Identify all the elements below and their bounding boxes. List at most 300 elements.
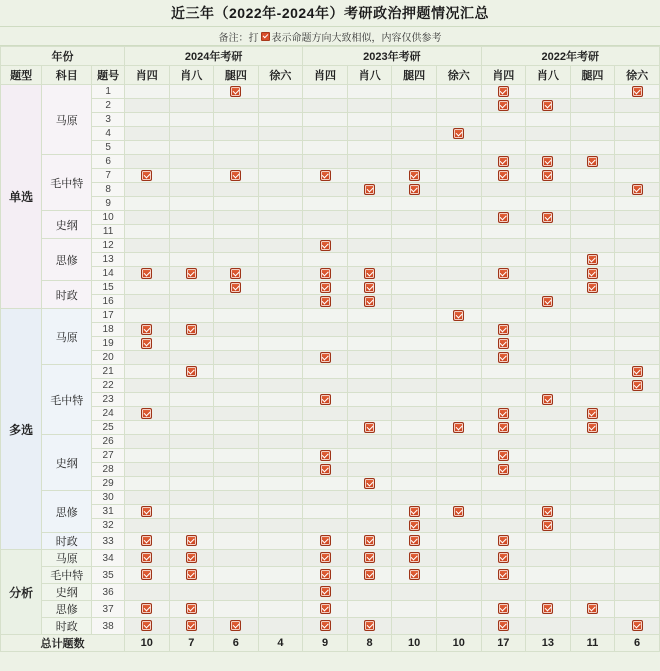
mark-cell: [347, 365, 392, 379]
mark-cell: [526, 477, 571, 491]
mark-cell: [392, 155, 437, 169]
mark-cell: [169, 183, 214, 197]
mark-cell: [570, 183, 615, 197]
mark-cell: [214, 365, 259, 379]
mark-cell: [124, 618, 169, 635]
mark-cell: [526, 295, 571, 309]
mark-cell: [481, 477, 526, 491]
mark-cell: [258, 169, 303, 183]
total-value: 10: [392, 635, 437, 652]
mark-cell: [392, 365, 437, 379]
mark-cell: [124, 567, 169, 584]
page-title: 近三年（2022年-2024年）考研政治押题情况汇总: [171, 5, 489, 21]
mark-cell: [436, 584, 481, 601]
mark-cell: [258, 365, 303, 379]
mark-cell: [124, 309, 169, 323]
mark-cell: [347, 253, 392, 267]
mark-cell: [347, 618, 392, 635]
mark-cell: [570, 323, 615, 337]
check-icon: [364, 282, 375, 293]
mark-cell: [526, 169, 571, 183]
mark-cell: [124, 505, 169, 519]
mark-cell: [124, 477, 169, 491]
mark-cell: [303, 584, 348, 601]
table-row: [1, 533, 660, 550]
table-row: [1, 169, 660, 183]
mark-cell: [303, 211, 348, 225]
mark-cell: [392, 601, 437, 618]
mark-cell: [570, 601, 615, 618]
mark-cell: [258, 618, 303, 635]
row-subject-毛中特: 毛中特: [42, 567, 92, 584]
mark-cell: [347, 505, 392, 519]
table-row: [1, 211, 660, 225]
check-icon: [186, 366, 197, 377]
question-number: 2: [92, 99, 125, 113]
mark-cell: [526, 197, 571, 211]
table-row: [1, 253, 660, 267]
header-row-teacher: [1, 66, 660, 85]
table-row: [1, 239, 660, 253]
mark-cell: [615, 141, 660, 155]
mark-cell: [303, 127, 348, 141]
mark-cell: [347, 323, 392, 337]
mark-cell: [214, 601, 259, 618]
mark-cell: [526, 99, 571, 113]
mark-cell: [124, 421, 169, 435]
mark-cell: [615, 351, 660, 365]
mark-cell: [214, 435, 259, 449]
mark-cell: [392, 211, 437, 225]
check-icon: [320, 569, 331, 580]
table-row: [1, 584, 660, 601]
mark-cell: [570, 99, 615, 113]
table-row: [1, 463, 660, 477]
mark-cell: [481, 155, 526, 169]
row-type-分析: 分析: [1, 550, 42, 635]
mark-cell: [615, 407, 660, 421]
mark-cell: [436, 197, 481, 211]
mark-cell: [347, 337, 392, 351]
mark-cell: [303, 567, 348, 584]
check-icon: [632, 366, 643, 377]
mark-cell: [303, 113, 348, 127]
mark-cell: [392, 281, 437, 295]
mark-cell: [214, 449, 259, 463]
mark-cell: [214, 337, 259, 351]
mark-cell: [436, 309, 481, 323]
note-prefix: 备注：打: [218, 32, 259, 44]
mark-cell: [347, 584, 392, 601]
row-subject-马原: 马原: [42, 309, 92, 365]
mark-cell: [303, 155, 348, 169]
mark-cell: [303, 99, 348, 113]
header-row-year: [1, 47, 660, 66]
mark-cell: [169, 295, 214, 309]
mark-cell: [526, 323, 571, 337]
mark-cell: [347, 295, 392, 309]
mark-cell: [615, 85, 660, 99]
mark-cell: [258, 407, 303, 421]
table-row: [1, 127, 660, 141]
table-row: [1, 379, 660, 393]
check-icon: [498, 212, 509, 223]
question-number: 17: [92, 309, 125, 323]
check-icon: [320, 296, 331, 307]
mark-cell: [481, 601, 526, 618]
mark-cell: [481, 141, 526, 155]
check-icon: [141, 535, 152, 546]
mark-cell: [615, 463, 660, 477]
mark-cell: [392, 267, 437, 281]
mark-cell: [615, 567, 660, 584]
check-icon: [186, 620, 197, 631]
question-number: 24: [92, 407, 125, 421]
mark-cell: [214, 211, 259, 225]
mark-cell: [570, 584, 615, 601]
teacher-header-2-3: 徐六: [615, 66, 660, 85]
mark-cell: [615, 155, 660, 169]
mark-cell: [526, 533, 571, 550]
mark-cell: [392, 379, 437, 393]
mark-cell: [124, 239, 169, 253]
mark-cell: [436, 239, 481, 253]
mark-cell: [526, 183, 571, 197]
mark-cell: [214, 323, 259, 337]
mark-cell: [615, 211, 660, 225]
mark-cell: [392, 337, 437, 351]
mark-cell: [392, 323, 437, 337]
check-icon: [498, 603, 509, 614]
mark-cell: [615, 253, 660, 267]
question-number: 15: [92, 281, 125, 295]
mark-cell: [214, 281, 259, 295]
mark-cell: [124, 351, 169, 365]
mark-cell: [124, 365, 169, 379]
teacher-header-1-1: 肖八: [347, 66, 392, 85]
question-number: 5: [92, 141, 125, 155]
check-icon: [141, 552, 152, 563]
total-value: 17: [481, 635, 526, 652]
mark-cell: [436, 618, 481, 635]
check-icon: [498, 156, 509, 167]
mark-cell: [258, 533, 303, 550]
mark-cell: [526, 365, 571, 379]
mark-cell: [481, 197, 526, 211]
question-number: 7: [92, 169, 125, 183]
mark-cell: [214, 155, 259, 169]
mark-cell: [570, 421, 615, 435]
mark-cell: [124, 519, 169, 533]
check-icon: [320, 352, 331, 363]
mark-cell: [303, 449, 348, 463]
mark-cell: [481, 295, 526, 309]
mark-cell: [392, 113, 437, 127]
mark-cell: [347, 407, 392, 421]
mark-cell: [258, 211, 303, 225]
mark-cell: [214, 421, 259, 435]
mark-cell: [124, 491, 169, 505]
mark-cell: [615, 491, 660, 505]
mark-cell: [258, 127, 303, 141]
table-row: [1, 113, 660, 127]
mark-cell: [436, 211, 481, 225]
mark-cell: [615, 323, 660, 337]
mark-cell: [124, 295, 169, 309]
question-number: 20: [92, 351, 125, 365]
table-row: [1, 421, 660, 435]
mark-cell: [303, 533, 348, 550]
mark-cell: [303, 295, 348, 309]
mark-cell: [481, 505, 526, 519]
mark-cell: [615, 127, 660, 141]
mark-cell: [615, 449, 660, 463]
mark-cell: [570, 533, 615, 550]
mark-cell: [169, 211, 214, 225]
mark-cell: [303, 169, 348, 183]
mark-cell: [481, 519, 526, 533]
mark-cell: [436, 435, 481, 449]
table-body: [1, 85, 660, 635]
mark-cell: [169, 393, 214, 407]
table-row: [1, 351, 660, 365]
mark-cell: [214, 169, 259, 183]
mark-cell: [481, 463, 526, 477]
table-row: [1, 309, 660, 323]
question-number: 9: [92, 197, 125, 211]
check-icon: [498, 552, 509, 563]
check-icon: [498, 464, 509, 475]
mark-cell: [436, 407, 481, 421]
row-subject-时政: 时政: [42, 533, 92, 550]
mark-cell: [392, 491, 437, 505]
question-number: 31: [92, 505, 125, 519]
mark-cell: [570, 567, 615, 584]
table-row: [1, 618, 660, 635]
check-icon: [498, 422, 509, 433]
mark-cell: [258, 239, 303, 253]
mark-cell: [258, 491, 303, 505]
mark-cell: [481, 393, 526, 407]
mark-cell: [615, 618, 660, 635]
mark-cell: [436, 169, 481, 183]
mark-cell: [169, 113, 214, 127]
mark-cell: [258, 337, 303, 351]
mark-cell: [526, 584, 571, 601]
mark-cell: [347, 449, 392, 463]
mark-cell: [347, 127, 392, 141]
teacher-header-2-1: 肖八: [526, 66, 571, 85]
mark-cell: [481, 281, 526, 295]
mark-cell: [436, 127, 481, 141]
check-icon: [230, 86, 241, 97]
question-number: 30: [92, 491, 125, 505]
mark-cell: [347, 113, 392, 127]
mark-cell: [258, 477, 303, 491]
check-icon: [230, 268, 241, 279]
check-icon: [141, 506, 152, 517]
mark-cell: [169, 141, 214, 155]
check-icon: [587, 408, 598, 419]
question-number: 12: [92, 239, 125, 253]
mark-cell: [392, 477, 437, 491]
mark-cell: [615, 281, 660, 295]
mark-cell: [169, 584, 214, 601]
mark-cell: [481, 309, 526, 323]
row-subject-思修: 思修: [42, 239, 92, 281]
mark-cell: [214, 519, 259, 533]
mark-cell: [258, 550, 303, 567]
check-icon: [632, 380, 643, 391]
table-row: [1, 281, 660, 295]
check-icon: [409, 569, 420, 580]
row-subject-马原: 马原: [42, 550, 92, 567]
check-icon: [320, 603, 331, 614]
mark-cell: [347, 601, 392, 618]
row-type-多选: 多选: [1, 309, 42, 550]
mark-cell: [169, 567, 214, 584]
mark-cell: [436, 281, 481, 295]
mark-cell: [615, 365, 660, 379]
mark-cell: [303, 197, 348, 211]
mark-cell: [347, 239, 392, 253]
mark-cell: [303, 505, 348, 519]
mark-cell: [214, 491, 259, 505]
mark-cell: [526, 519, 571, 533]
mark-cell: [526, 393, 571, 407]
mark-cell: [481, 421, 526, 435]
mark-cell: [124, 323, 169, 337]
check-icon: [409, 552, 420, 563]
mark-cell: [347, 533, 392, 550]
mark-cell: [303, 365, 348, 379]
row-subject-时政: 时政: [42, 281, 92, 309]
mark-cell: [258, 351, 303, 365]
mark-cell: [615, 197, 660, 211]
mark-cell: [303, 337, 348, 351]
mark-cell: [526, 155, 571, 169]
mark-cell: [258, 99, 303, 113]
check-icon: [542, 603, 553, 614]
mark-cell: [615, 477, 660, 491]
check-icon: [364, 535, 375, 546]
mark-cell: [570, 281, 615, 295]
mark-cell: [615, 113, 660, 127]
mark-cell: [570, 463, 615, 477]
mark-cell: [169, 618, 214, 635]
mark-cell: [436, 550, 481, 567]
mark-cell: [347, 379, 392, 393]
teacher-header-2-2: 腿四: [570, 66, 615, 85]
year-label: 年份: [1, 47, 125, 66]
mark-cell: [258, 155, 303, 169]
table-row: [1, 99, 660, 113]
mark-cell: [570, 407, 615, 421]
mark-cell: [436, 337, 481, 351]
mark-cell: [526, 379, 571, 393]
mark-cell: [570, 550, 615, 567]
mark-cell: [303, 309, 348, 323]
table-row: [1, 477, 660, 491]
mark-cell: [258, 183, 303, 197]
mark-cell: [214, 393, 259, 407]
mark-cell: [526, 113, 571, 127]
check-icon: [587, 422, 598, 433]
check-icon: [498, 569, 509, 580]
mark-cell: [214, 225, 259, 239]
total-value: 4: [258, 635, 303, 652]
check-icon: [364, 478, 375, 489]
mark-cell: [392, 449, 437, 463]
check-icon: [364, 296, 375, 307]
question-number: 34: [92, 550, 125, 567]
mark-cell: [258, 309, 303, 323]
mark-cell: [526, 435, 571, 449]
mark-cell: [570, 477, 615, 491]
table-row: [1, 519, 660, 533]
check-icon: [542, 296, 553, 307]
check-icon: [186, 324, 197, 335]
mark-cell: [258, 393, 303, 407]
mark-cell: [481, 550, 526, 567]
question-number: 35: [92, 567, 125, 584]
mark-cell: [169, 169, 214, 183]
mark-cell: [303, 239, 348, 253]
check-icon: [587, 603, 598, 614]
mark-cell: [615, 169, 660, 183]
mark-cell: [436, 99, 481, 113]
mark-cell: [169, 281, 214, 295]
check-icon: [320, 464, 331, 475]
row-subject-毛中特: 毛中特: [42, 155, 92, 211]
mark-cell: [303, 85, 348, 99]
mark-cell: [615, 99, 660, 113]
check-icon: [186, 268, 197, 279]
mark-cell: [258, 505, 303, 519]
mark-cell: [615, 393, 660, 407]
check-icon: [542, 520, 553, 531]
year-group-2022: 2022年考研: [481, 47, 659, 66]
mark-cell: [392, 550, 437, 567]
mark-cell: [214, 379, 259, 393]
mark-cell: [258, 584, 303, 601]
total-value: 9: [303, 635, 348, 652]
mark-cell: [124, 449, 169, 463]
mark-cell: [124, 169, 169, 183]
mark-cell: [526, 141, 571, 155]
mark-cell: [214, 505, 259, 519]
row-subject-思修: 思修: [42, 491, 92, 533]
mark-cell: [124, 533, 169, 550]
mark-cell: [214, 127, 259, 141]
mark-cell: [214, 533, 259, 550]
mark-cell: [258, 225, 303, 239]
mark-cell: [169, 407, 214, 421]
mark-cell: [169, 323, 214, 337]
mark-cell: [258, 567, 303, 584]
mark-cell: [303, 351, 348, 365]
mark-cell: [258, 421, 303, 435]
mark-cell: [481, 351, 526, 365]
mark-cell: [481, 253, 526, 267]
mark-cell: [169, 435, 214, 449]
mark-cell: [436, 533, 481, 550]
total-value: 8: [347, 635, 392, 652]
mark-cell: [526, 407, 571, 421]
mark-cell: [570, 435, 615, 449]
teacher-header-1-3: 徐六: [436, 66, 481, 85]
mark-cell: [615, 295, 660, 309]
